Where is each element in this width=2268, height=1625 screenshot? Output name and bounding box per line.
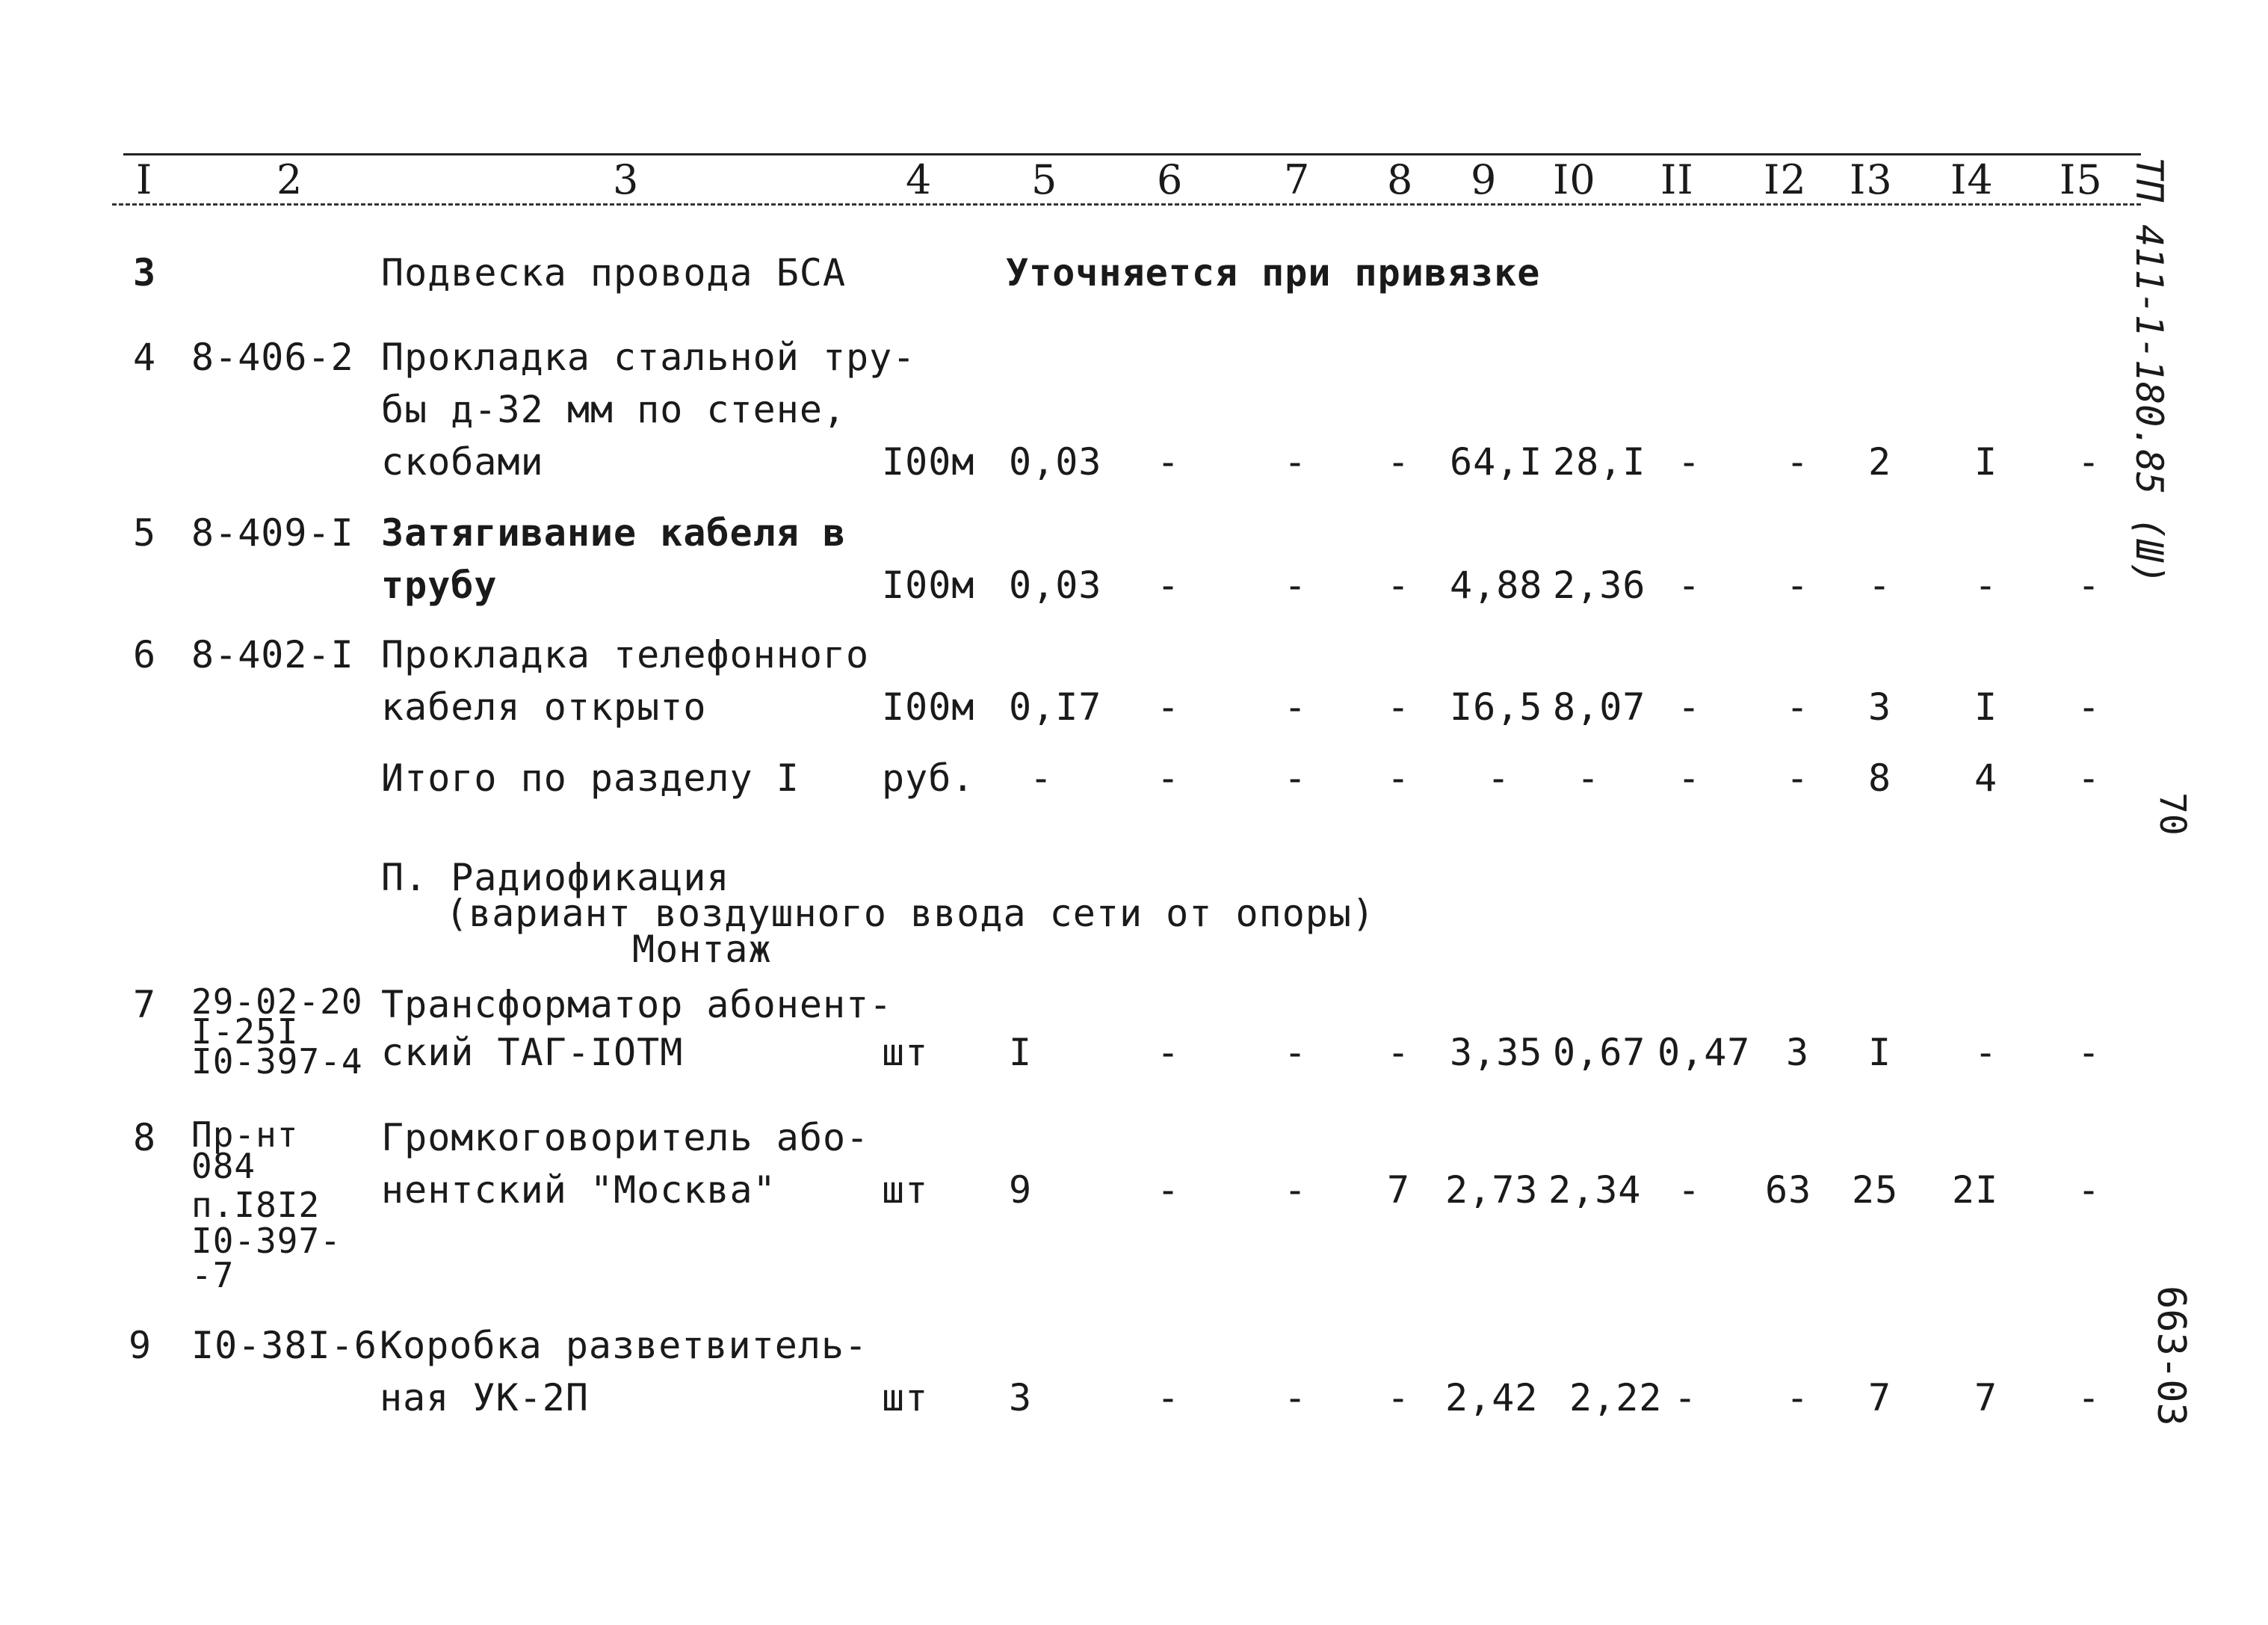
row-col11: - [1678,685,1702,729]
row-col10: 0,67 [1553,1031,1646,1074]
total-col11: - [1678,756,1702,800]
total-col14: 4 [1974,756,1998,800]
row-col14: I [1974,440,1998,484]
row-unit: шт [882,1376,929,1419]
col-header-8: 8 [1387,156,1414,203]
row-col6: - [1157,564,1181,607]
row-col11: - [1678,440,1702,484]
row-col15: - [2077,440,2101,484]
row-col9: 2,73 [1445,1168,1539,1212]
total-col7: - [1284,756,1308,800]
row-col8: 7 [1387,1168,1411,1212]
total-unit: руб. [882,756,975,800]
col-header-15: I5 [2060,156,2103,203]
row-col6: - [1157,1168,1181,1212]
row-col5: I [1009,1031,1033,1074]
row-number: 3 [133,251,157,295]
row-col10: 28,I [1553,440,1646,484]
row-unit: I00м [882,564,975,607]
section-title: П. Радиофикация [381,856,730,899]
row-code-line4: I0-397- [191,1221,342,1261]
row-col13: 3 [1868,685,1892,729]
total-col10: - [1577,756,1601,800]
row-col14: I [1974,685,1998,729]
row-col8: - [1387,1031,1411,1074]
row-name-line1: Коробка разветвитель- [380,1324,868,1367]
row-code-line5: -7 [191,1255,235,1295]
row-code: 8-402-I [191,633,354,676]
row-col15: - [2077,1168,2101,1212]
row-name-line2: нентский "Москва" [381,1168,776,1212]
col-header-14: I4 [1950,156,1994,203]
row-code-line2: 084 [191,1146,256,1186]
row-col15: - [2077,1031,2101,1074]
row-code-line1: 29-02-20 [191,981,363,1022]
header-top-rule [123,153,2141,155]
row-col12: - [1786,564,1810,607]
total-label: Итого по разделу I [381,756,800,800]
col-header-2: 2 [276,156,303,203]
row-col14: 7 [1974,1376,1998,1419]
row-col10: 2,36 [1553,564,1646,607]
row-col12: - [1786,685,1810,729]
row-code: I0-38I-6 [191,1324,377,1367]
row-col15: - [2077,685,2101,729]
row-code-line2: I-25I [191,1011,299,1052]
row-code: 8-406-2 [191,336,354,379]
row-col12: - [1786,1376,1810,1419]
row-col12: 3 [1786,1031,1810,1074]
row-name-line3: скобами [381,440,544,484]
row-col7: - [1284,440,1308,484]
row-col11: 0,47 [1657,1031,1751,1074]
col-header-12: I2 [1764,156,1807,203]
row-col9: 4,88 [1450,564,1543,607]
row-col8: - [1387,1376,1411,1419]
total-col6: - [1157,756,1181,800]
row-col7: - [1284,1168,1308,1212]
row-col10: 2,34 [1548,1168,1642,1212]
row-unit: I00м [882,685,975,729]
row-col13: - [1868,564,1892,607]
row-col15: - [2077,564,2101,607]
row-col10: 2,22 [1569,1376,1663,1419]
row-code-line3: п.I8I2 [191,1185,321,1225]
row-name-line2: трубу [381,564,498,607]
archive-code-vertical: 663-03 [2148,1286,2193,1426]
row-col5: 0,03 [1009,564,1102,607]
row-col6: - [1157,440,1181,484]
row-col8: - [1387,440,1411,484]
row-name-line2: ский ТАГ-IОТМ [381,1031,684,1074]
col-header-3: 3 [613,156,640,203]
row-number: 7 [133,983,157,1026]
row-code-line3: I0-397-4 [191,1041,363,1082]
col-header-11: II [1660,156,1694,203]
total-col13: 8 [1868,756,1892,800]
row-col14: - [1974,564,1998,607]
row-unit: шт [882,1168,929,1212]
col-header-10: I0 [1553,156,1596,203]
row-col5: 3 [1009,1376,1033,1419]
row-col7: - [1284,1031,1308,1074]
row-col10: 8,07 [1553,685,1646,729]
row-col7: - [1284,685,1308,729]
row-name: Подвеска провода БСА [381,251,847,295]
row-name-line2: ная УК-2П [380,1376,589,1419]
total-col12: - [1786,756,1810,800]
row-code: 8-409-I [191,511,354,555]
row-col9: 2,42 [1445,1376,1539,1419]
row-col13: 25 [1852,1168,1899,1212]
row-col9: 3,35 [1450,1031,1543,1074]
row-col11: - [1678,1168,1702,1212]
row-number: 5 [133,511,157,555]
row-col5: 0,I7 [1009,685,1102,729]
row-col13: I [1868,1031,1892,1074]
row-name-line1: Затягивание кабеля в [381,511,847,555]
row-col9: 64,I [1450,440,1543,484]
row-number: 6 [133,633,157,676]
header-bottom-rule [112,203,2141,206]
col-header-4: 4 [906,156,933,203]
col-header-5: 5 [1031,156,1058,203]
total-col5: - [1030,756,1054,800]
row-col6: - [1157,1031,1181,1074]
row-col6: - [1157,1376,1181,1419]
row-number: 9 [129,1324,152,1367]
row-col14: - [1974,1031,1998,1074]
row-number: 8 [133,1116,157,1159]
row-col6: - [1157,685,1181,729]
row-col13: 2 [1868,440,1892,484]
page-number-vertical: 70 [2151,792,2193,836]
row-col7: - [1284,564,1308,607]
row-col5: 9 [1009,1168,1033,1212]
row-unit: I00м [882,440,975,484]
row-col14: 2I [1952,1168,1999,1212]
doc-code-vertical: ТП 411-1-180.85 (Ш) [2128,157,2171,585]
row-number: 4 [133,336,157,379]
row-code-line1: Пр-нт [191,1114,299,1155]
row-col15: - [2077,1376,2101,1419]
row-col12: 63 [1765,1168,1812,1212]
row-name-line1: Громкоговоритель або- [381,1116,870,1159]
row-note: Уточняется при привязке [1006,251,1541,295]
row-col8: - [1387,564,1411,607]
row-name-line1: Прокладка стальной тру- [381,336,916,379]
total-col9: - [1487,756,1511,800]
row-col11: - [1674,1376,1698,1419]
row-name-line2: кабеля открыто [381,685,707,729]
col-header-7: 7 [1284,156,1311,203]
row-col7: - [1284,1376,1308,1419]
section-stage: Монтаж [632,928,772,971]
col-header-1: I [136,156,153,203]
row-name-line2: бы д-32 мм по стене, [381,388,847,431]
total-col8: - [1387,756,1411,800]
row-col9: I6,5 [1450,685,1543,729]
row-name-line1: Прокладка телефонного [381,633,870,676]
row-col5: 0,03 [1009,440,1102,484]
row-unit: шт [882,1031,929,1074]
section-subtitle: (вариант воздушного ввода сети от опоры) [445,892,1376,935]
row-col13: 7 [1868,1376,1892,1419]
row-name-line1: Трансформатор абонент- [381,983,893,1026]
row-col8: - [1387,685,1411,729]
col-header-6: 6 [1157,156,1184,203]
col-header-9: 9 [1471,156,1498,203]
total-col15: - [2077,756,2101,800]
col-header-13: I3 [1850,156,1893,203]
row-col12: - [1786,440,1810,484]
row-col11: - [1678,564,1702,607]
